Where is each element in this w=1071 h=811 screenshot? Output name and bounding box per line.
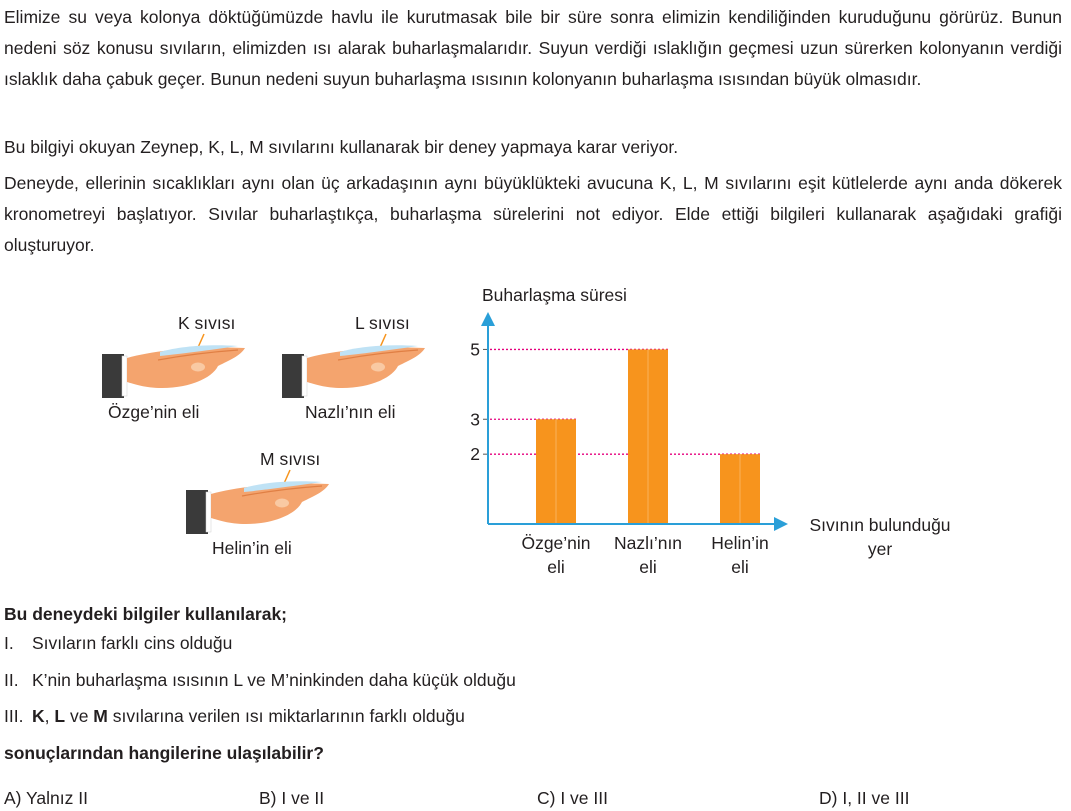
experiment-intro-paragraph: Bu bilgiyi okuyan Zeynep, K, L, M sıvılarını kullanarak bir deney yapmaya karar veriyor.: [4, 137, 679, 157]
choice-d[interactable]: D) I, II ve III: [819, 788, 910, 808]
intro-paragraph: Elimize su veya kolonya döktüğümüzde havlu ile kurutmasak bile bir süre sonra elimizin kendiliğinden kuruduğunu görürüz. Bunun nedeni söz konusu sıvıların, elimizden ısı alarak buharlaşmalarıdır. Suyun verdiği ıslaklığın geçmesi uzun sürerken kolonyanın verdiği ıslaklık daha çabuk geçer. Bunun nedeni suyun buharlaşma ısısının kolonyanın buharlaşma ısısından büyük olmasıdır.: [4, 7, 1062, 89]
x-axis-label-line2: yer: [867, 539, 893, 559]
x-tick-label: eli: [547, 557, 565, 577]
y-tick-label: 5: [470, 339, 480, 360]
question-prompt: sonuçlarından hangilerine ulaşılabilir?: [4, 743, 324, 763]
statement-text: K: [32, 706, 45, 726]
x-tick-label: Özge’nin: [521, 533, 591, 553]
y-axis-label: Buharlaşma süresi: [482, 285, 627, 305]
choice-c[interactable]: C) I ve III: [537, 788, 608, 808]
helin-hand-label: Helin’in eli: [212, 538, 292, 558]
statement-text: ,: [44, 706, 55, 726]
x-tick-label: Nazlı’nın: [613, 533, 683, 553]
x-tick-label: Helin’in: [711, 533, 769, 553]
statement-text: ve: [65, 706, 94, 726]
statement-text: L: [54, 706, 66, 726]
l-liquid-label: L sıvısı: [355, 313, 410, 333]
y-axis-arrow-icon: [481, 312, 495, 326]
ozge-hand-icon: [100, 330, 248, 402]
x-tick-label: eli: [731, 557, 749, 577]
y-tick-label: 2: [470, 444, 480, 465]
ozge-hand-label: Özge’nin eli: [108, 402, 200, 422]
x-axis-arrow-icon: [774, 517, 788, 531]
helin-hand-icon: [184, 466, 332, 538]
statement-number: II.: [4, 670, 19, 690]
statement-2: [4, 670, 516, 691]
k-liquid-label: K sıvısı: [178, 313, 236, 333]
nazli-hand-icon: [280, 330, 428, 402]
statement-text: sıvılarına verilen ısı miktarlarının farklı olduğu: [107, 706, 465, 726]
statement-text: K’nin buharlaşma ısısının L ve M’ninkinden daha küçük olduğu: [32, 670, 516, 690]
m-liquid-label: M sıvısı: [260, 449, 321, 469]
nazli-hand-label: Nazlı’nın eli: [305, 402, 396, 422]
statement-text: M: [93, 706, 108, 726]
statement-text: Sıvıların farklı cins olduğu: [32, 633, 233, 653]
choice-a[interactable]: A) Yalnız II: [4, 788, 88, 808]
x-axis-label-line1: Sıvının bulunduğu: [809, 515, 951, 535]
statement-3: [4, 706, 465, 727]
evaporation-time-chart: [440, 280, 980, 580]
statement-number: III.: [4, 706, 24, 726]
statement-number: I.: [4, 633, 14, 653]
question-lead: Bu deneydeki bilgiler kullanılarak;: [4, 604, 288, 624]
choice-b[interactable]: B) I ve II: [259, 788, 325, 808]
statement-1: [4, 633, 232, 654]
x-tick-label: eli: [639, 557, 657, 577]
y-tick-label: 3: [470, 409, 480, 430]
experiment-description-paragraph: Deneyde, ellerinin sıcaklıkları aynı olan üç arkadaşının aynı büyüklükteki avucuna K, L, M sıvılarını eşit kütlelerde aynı anda dökerek kronometreyi başlatıyor. Sıvılar buharlaştıkça, buharlaşma sürelerini not ediyor. Elde ettiği bilgileri kullanarak aşağıdaki grafiği oluşturuyor.: [4, 173, 1062, 255]
